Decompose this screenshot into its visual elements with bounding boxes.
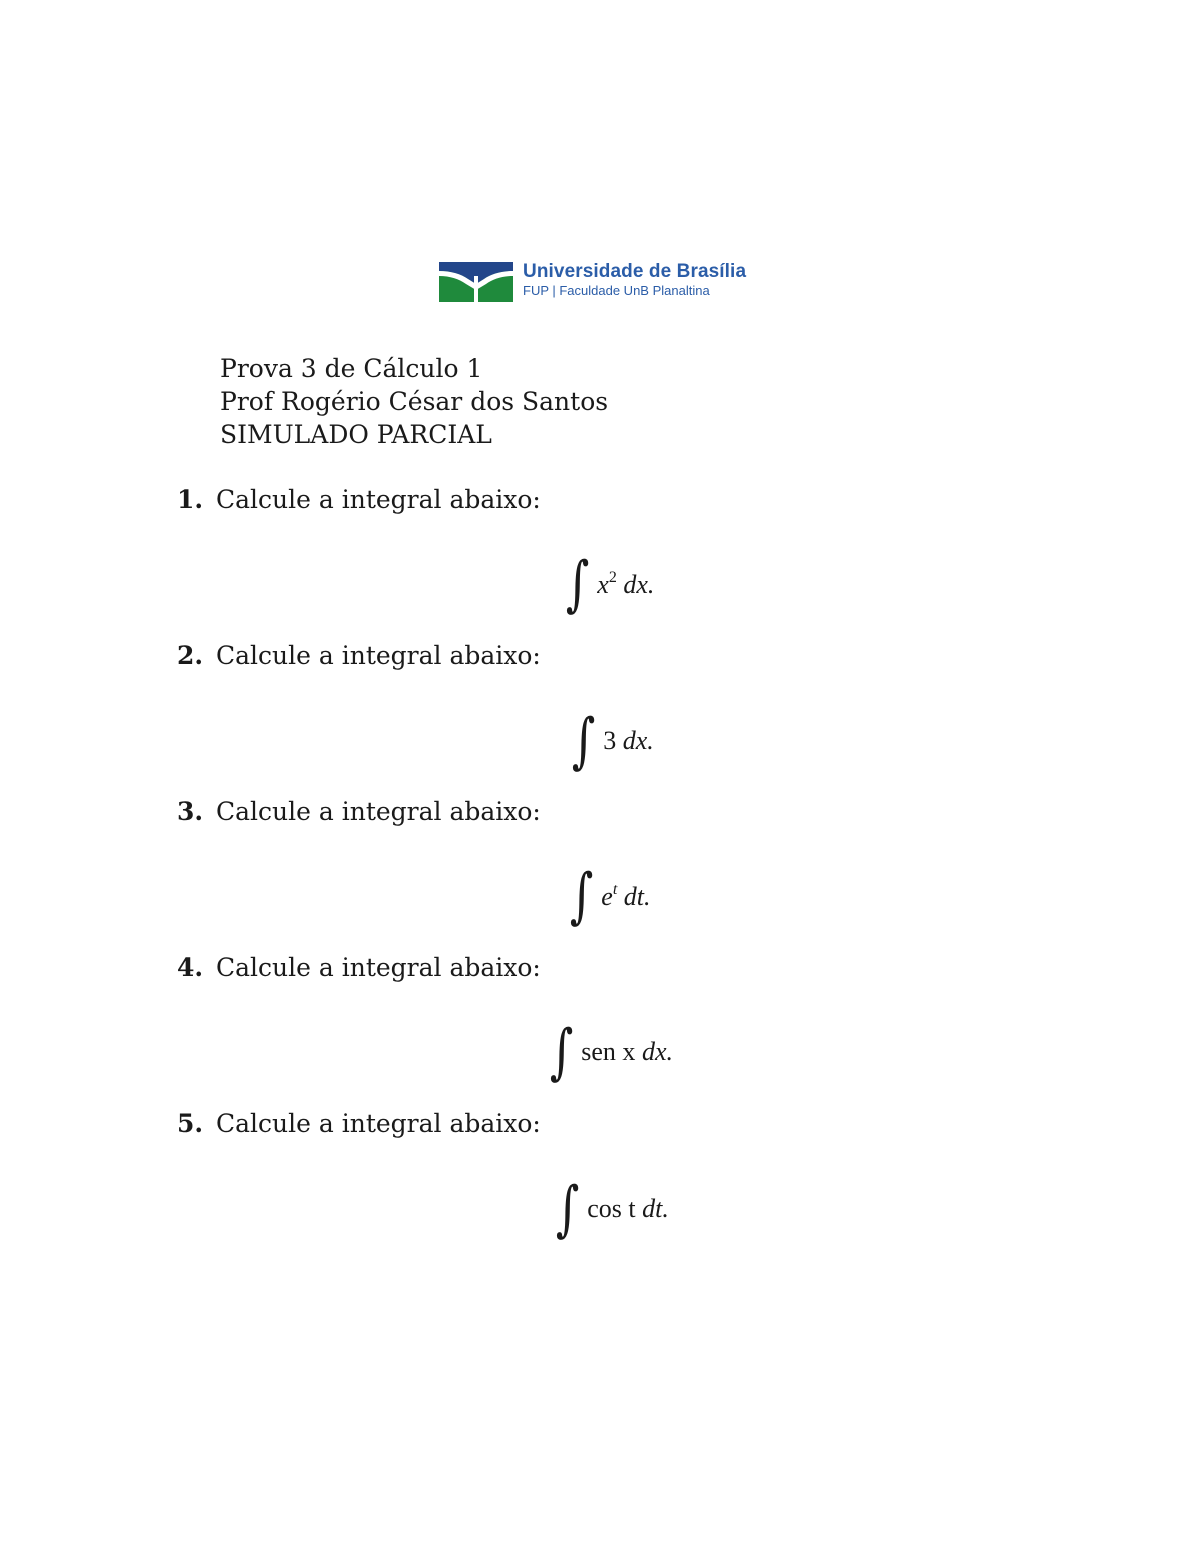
question-4 bbox=[177, 953, 541, 983]
differential: dx. bbox=[641, 1037, 673, 1066]
differential: dx. bbox=[623, 569, 655, 599]
exam-header bbox=[220, 352, 608, 451]
differential: dt. bbox=[623, 881, 651, 911]
professor-name: Prof Rogério César dos Santos bbox=[220, 387, 609, 416]
formula-3 bbox=[566, 861, 651, 931]
question-text: Calcule a integral abaixo: bbox=[216, 641, 541, 670]
differential: dt. bbox=[642, 1194, 669, 1223]
integrand bbox=[581, 1037, 673, 1067]
question-5 bbox=[177, 1109, 541, 1139]
differential: dx. bbox=[622, 726, 654, 755]
question-text: Calcule a integral abaixo: bbox=[216, 485, 541, 514]
integrand bbox=[597, 569, 654, 600]
integral-sign-icon: ∫ bbox=[571, 706, 596, 776]
question-number: 4. bbox=[177, 953, 204, 982]
question-number: 3. bbox=[177, 797, 204, 826]
formula-5 bbox=[552, 1174, 669, 1244]
formula-2 bbox=[568, 706, 654, 776]
integrand-base: 3 bbox=[603, 726, 617, 755]
question-number: 1. bbox=[177, 485, 204, 514]
question-text: Calcule a integral abaixo: bbox=[216, 953, 541, 982]
question-number: 2. bbox=[177, 641, 204, 670]
integrand-base: x bbox=[597, 569, 609, 599]
question-1 bbox=[177, 485, 541, 515]
question-number: 5. bbox=[177, 1109, 204, 1138]
formula-1 bbox=[562, 549, 655, 619]
integrand bbox=[603, 726, 654, 756]
integrand bbox=[601, 881, 650, 912]
question-3 bbox=[177, 797, 541, 827]
university-name: Universidade de Brasília bbox=[523, 261, 747, 282]
university-logo bbox=[439, 262, 746, 302]
integrand-exponent: t bbox=[612, 880, 618, 898]
integral-sign-icon: ∫ bbox=[549, 1017, 574, 1087]
integral-sign-icon: ∫ bbox=[569, 861, 594, 931]
integrand bbox=[587, 1194, 669, 1224]
formula-4 bbox=[546, 1017, 673, 1087]
integral-sign-icon: ∫ bbox=[555, 1174, 580, 1244]
faculty-name: FUP | Faculdade UnB Planaltina bbox=[523, 283, 710, 298]
exam-title: Prova 3 de Cálculo 1 bbox=[220, 354, 483, 383]
integrand-base: cos t bbox=[587, 1194, 636, 1223]
integrand-exponent: 2 bbox=[608, 568, 617, 586]
logo-text bbox=[523, 262, 746, 299]
question-text: Calcule a integral abaixo: bbox=[216, 1109, 541, 1138]
integrand-base: sen x bbox=[581, 1037, 636, 1066]
exam-type: SIMULADO PARCIAL bbox=[220, 420, 492, 449]
integrand-base: e bbox=[601, 881, 613, 911]
question-2 bbox=[177, 641, 541, 671]
integral-sign-icon: ∫ bbox=[565, 549, 590, 619]
question-text: Calcule a integral abaixo: bbox=[216, 797, 541, 826]
unb-logo-mark-icon bbox=[439, 262, 513, 302]
